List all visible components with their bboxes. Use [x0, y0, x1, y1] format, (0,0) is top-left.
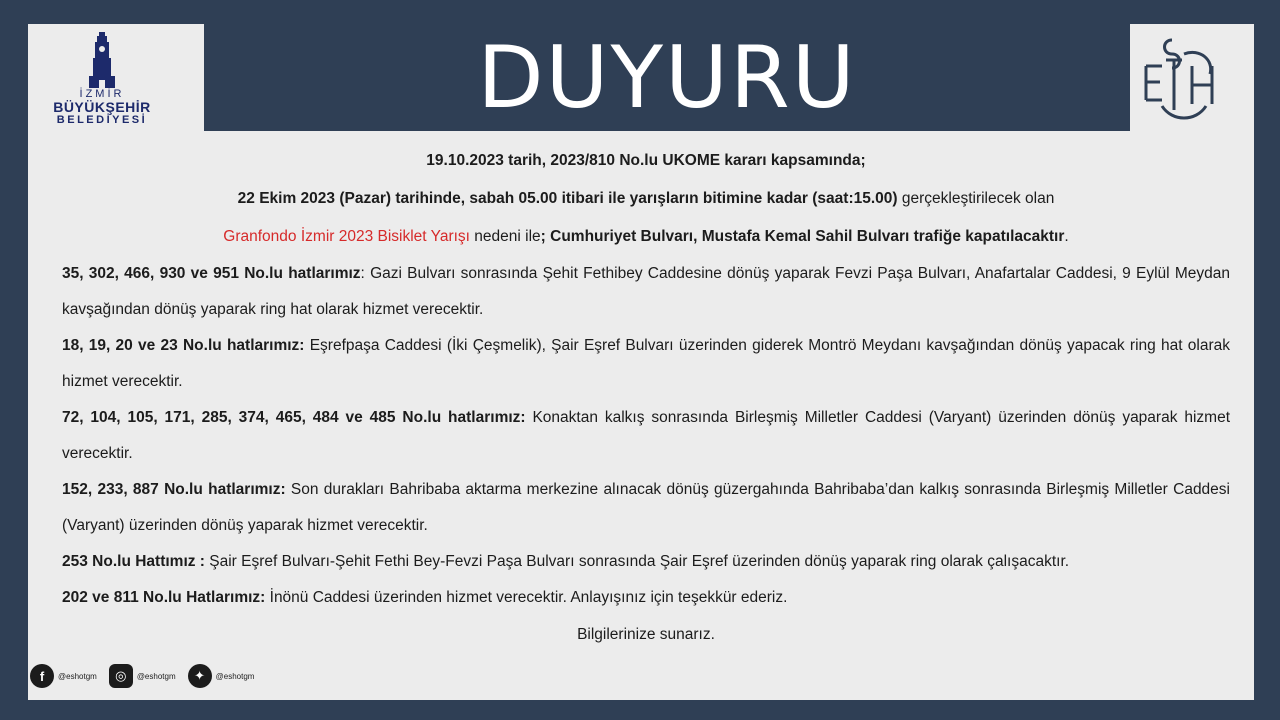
- route-item: [62, 328, 1230, 400]
- logo-line-2: BÜYÜKŞEHİR: [53, 99, 151, 115]
- social-twitter[interactable]: [188, 664, 255, 688]
- route-text: İnönü Caddesi üzerinden hizmet verecektir. Anlayışınız için teşekkür ederiz.: [265, 589, 788, 606]
- social-instagram[interactable]: [109, 664, 176, 688]
- izmir-municipality-logo: [28, 24, 176, 131]
- social-links: [30, 658, 254, 694]
- intro-line-3-end: .: [1064, 228, 1069, 245]
- route-text: Eşrefpaşa Caddesi (İki Çeşmelik), Şair Eşref Bulvarı üzerinden giderek Montrö Meydanı kavşağından dönüş yapacak ring hat olarak hizmet verecektir.: [62, 337, 1230, 390]
- intro-line-3-mid: nedeni ile: [469, 228, 541, 245]
- route-lines: 72, 104, 105, 171, 285, 374, 465, 484 ve 485 No.lu hatlarımız:: [62, 409, 526, 426]
- notice-panel: [28, 24, 1254, 700]
- social-facebook[interactable]: [30, 664, 97, 688]
- intro-line-2-rest: gerçekleştirilecek olan: [897, 190, 1055, 207]
- route-text: Konaktan kalkış sonrasında Birleşmiş Milletler Caddesi (Varyant) üzerinden dönüş yaparak hizmet verecektir.: [62, 409, 1230, 462]
- route-text: : Gazi Bulvarı sonrasında Şehit Fethibey Caddesine dönüş yaparak Fevzi Paşa Bulvarı, Anafartalar Caddesi, 9 Eylül Meydan kavşağından dönüş yaparak ring hat olarak hizmet verecektir.: [62, 265, 1230, 318]
- route-lines: 18, 19, 20 ve 23 No.lu hatlarımız:: [62, 337, 305, 354]
- intro-line-2: [62, 180, 1230, 218]
- facebook-icon: f: [30, 664, 54, 688]
- intro-line-3: [62, 218, 1230, 256]
- logo-line-3: BELEDİYESİ: [56, 114, 148, 126]
- route-text: Şair Eşref Bulvarı-Şehit Fethi Bey-Fevzi Paşa Bulvarı sonrasında Şair Eşref üzerinden dönüş yaparak ring olarak çalışacaktır.: [204, 553, 1070, 570]
- social-handle: @eshotgm: [58, 671, 97, 681]
- route-item: [62, 472, 1230, 544]
- eshot-monogram-icon: [1132, 30, 1228, 126]
- route-lines: 202 ve 811 No.lu Hatlarımız:: [62, 589, 266, 606]
- route-lines: 253 No.lu Hattımız :: [62, 553, 205, 570]
- social-handle: @eshotgm: [136, 671, 176, 681]
- closing-text: Bilgilerinize sunarız.: [577, 626, 715, 643]
- instagram-icon: ◎: [109, 664, 133, 688]
- route-item: [62, 544, 1230, 580]
- route-item: [62, 256, 1230, 328]
- page-title: DUYURU: [477, 27, 857, 128]
- eshot-logo: [1106, 24, 1254, 131]
- closed-roads: ; Cumhuriyet Bulvarı, Mustafa Kemal Sahil Bulvarı trafiğe kapatılacaktır: [540, 228, 1065, 245]
- intro-line-2-bold: 22 Ekim 2023 (Pazar) tarihinde, sabah 05.00 itibari ile yarışların bitimine kadar (saat:15.00): [237, 190, 898, 207]
- event-name: Granfondo İzmir 2023 Bisiklet Yarışı: [223, 228, 470, 245]
- route-lines: 35, 302, 466, 930 ve 951 No.lu hatlarımız: [62, 265, 361, 282]
- notice-content: [62, 142, 1230, 654]
- social-handle: @eshotgm: [215, 671, 255, 681]
- twitter-icon: ✦: [188, 664, 212, 688]
- route-text: Son durakları Bahribaba aktarma merkezine alınacak dönüş güzergahında Bahribaba’dan kalkış sonrasında Birleşmiş Milletler Caddesi (Varyant) üzerinden dönüş yaparak hizmet verecektir.: [62, 481, 1230, 534]
- intro-line-1: 19.10.2023 tarih, 2023/810 No.lu UKOME kararı kapsamında;: [426, 152, 866, 169]
- route-item: [62, 400, 1230, 472]
- route-item: [62, 580, 1230, 616]
- route-lines: 152, 233, 887 No.lu hatlarımız:: [62, 481, 286, 498]
- logo-line-1: İZMİR: [79, 88, 125, 100]
- clock-tower-icon: [82, 30, 122, 90]
